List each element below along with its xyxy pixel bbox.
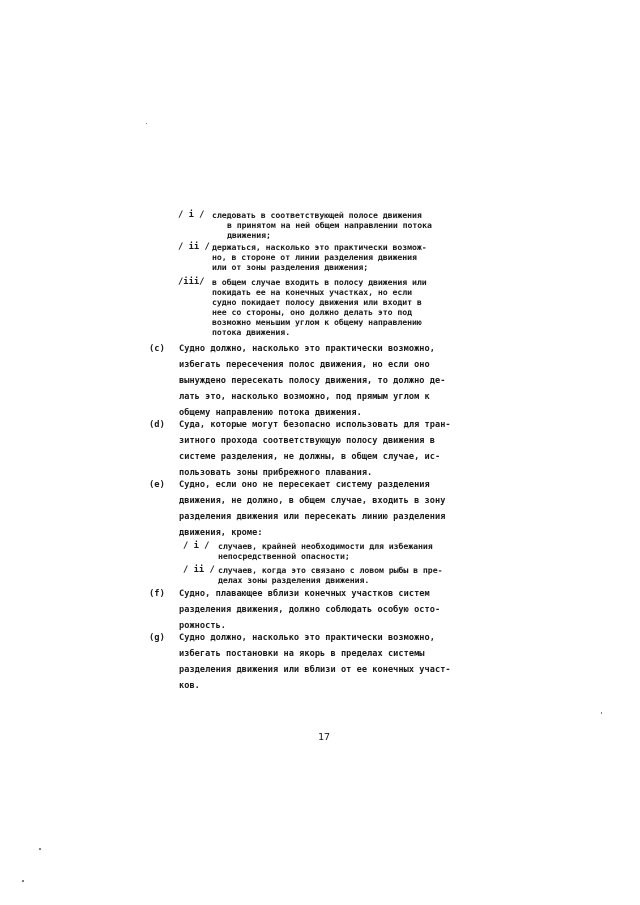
item-i-line-3: движения;	[227, 230, 271, 240]
paragraph-c-line-3: вынуждено пересекать полосу движения, то должно де-	[179, 376, 446, 386]
paragraph-e-line-2: движения, не должно, в общем случае, входить в зону	[179, 496, 446, 506]
item-marker-ii: / ii /	[178, 242, 210, 252]
paragraph-d-line-3: системе разделения, не должны, в общем случае, ис-	[179, 452, 441, 462]
item-marker-iii: /iii/	[178, 277, 205, 287]
e-subitem-i-line-2: непосредственной опасности;	[218, 551, 350, 561]
scan-speck	[601, 712, 602, 714]
item-i-line-1: следовать в соответствующей полосе движения	[212, 210, 422, 220]
paragraph-g-line-1: Судно должно, насколько это практически возможно,	[179, 633, 435, 643]
scan-speck	[22, 880, 24, 882]
paragraph-c-line-2: избегать пересечения полос движения, но если оно	[179, 360, 430, 370]
paragraph-d-line-2: зитного прохода соответствующую полосу движения в	[179, 436, 435, 446]
item-ii-line-3: или от зоны разделения движения;	[212, 262, 369, 272]
item-iii-line-1: в общем случае входить в полосу движения или	[212, 277, 427, 287]
paragraph-f-line-3: рожность.	[179, 621, 227, 631]
paragraph-letter-f: (f)	[149, 589, 165, 599]
item-iii-line-6: потока движения.	[212, 327, 291, 337]
e-subitem-ii-line-2: делах зоны разделения движения.	[218, 575, 370, 585]
paragraph-d-line-1: Суда, которые могут безопасно использовать для тран-	[179, 420, 451, 430]
paragraph-c-line-5: общему направлению потока движения.	[179, 408, 362, 418]
scan-speck	[39, 848, 41, 850]
e-subitem-ii-line-1: случаев, когда это связано с ловом рыбы в пре-	[218, 565, 443, 575]
page-number: 17	[318, 732, 331, 743]
item-iii-line-2: покидать ее на конечных участках, но если	[212, 287, 413, 297]
paragraph-letter-c: (c)	[149, 344, 165, 354]
paragraph-c-line-1: Судно должно, насколько это практически возможно,	[179, 344, 435, 354]
paragraph-d-line-4: пользовать зоны прибрежного плавания.	[179, 468, 373, 478]
paragraph-g-line-2: избегать постановки на якорь в пределах системы	[179, 649, 425, 659]
item-ii-line-2: но, в стороне от линии разделения движения	[212, 252, 417, 262]
paragraph-e-line-1: Судно, если оно не пересекает систему разделения	[179, 480, 430, 490]
paragraph-g-line-4: ков.	[179, 681, 200, 691]
paragraph-letter-e: (e)	[149, 480, 165, 490]
paragraph-letter-d: (d)	[149, 420, 165, 430]
paragraph-f-line-1: Судно, плавающее вблизи конечных участков систем	[179, 589, 430, 599]
paragraph-f-line-2: разделения движения, должно соблюдать особую осто-	[179, 605, 441, 615]
item-iii-line-3: судно покидает полосу движения или входит в	[212, 297, 422, 307]
paragraph-e-line-4: движения, кроме:	[179, 528, 263, 538]
paragraph-letter-g: (g)	[149, 633, 165, 643]
e-subitem-marker-i: / i /	[183, 541, 210, 551]
item-i-line-2: в принятом на ней общем направлении потока	[227, 220, 432, 230]
e-subitem-i-line-1: случаев, крайней необходимости для избежания	[218, 541, 433, 551]
item-ii-line-1: держаться, насколько это практически возмож-	[212, 242, 427, 252]
e-subitem-marker-ii: / ii /	[183, 565, 215, 575]
paragraph-c-line-4: лать это, насколько возможно, под прямым углом к	[179, 392, 430, 402]
item-iii-line-4: нее со стороны, оно должно делать это под	[212, 307, 413, 317]
item-iii-line-5: возможно меньшим углом к общему направлению	[212, 317, 422, 327]
item-marker-i: / i /	[178, 210, 205, 220]
scan-speck	[146, 123, 147, 124]
paragraph-g-line-3: разделения движения или вблизи от ее конечных участ-	[179, 665, 451, 675]
paragraph-e-line-3: разделения движения или пересекать линию разделения	[179, 512, 446, 522]
